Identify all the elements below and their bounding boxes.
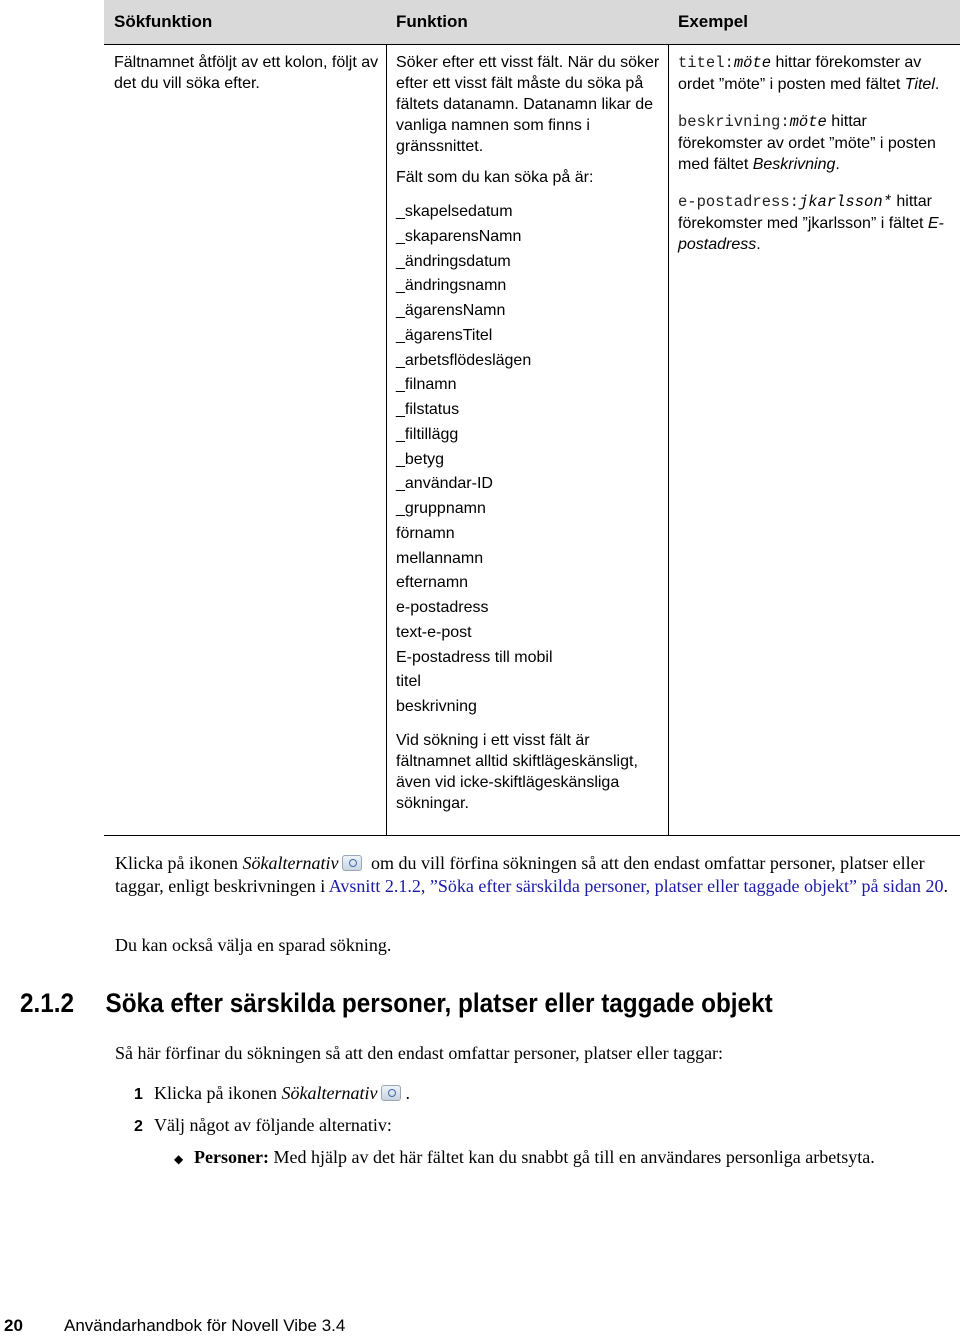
para-end: . [943, 876, 948, 896]
example-field: E-postadress [678, 215, 944, 253]
search-functions-table [104, 0, 960, 836]
field-list-item: E-postadress till mobil [396, 648, 553, 666]
diamond-bullet-icon: ◆ [174, 1152, 184, 1166]
example-3 [678, 191, 954, 255]
field-list-item: _filtillägg [396, 425, 459, 443]
field-list [396, 200, 666, 720]
example-2 [678, 111, 954, 175]
step-end: . [405, 1083, 410, 1103]
para-text: om du vill förfina sökningen så att den endast omfattar personer, platser eller taggar, enligt beskrivningen i [115, 853, 925, 896]
example-code-term: jkarlsson* [798, 193, 892, 211]
bullet-label: Personer: [194, 1147, 269, 1167]
cell-function [396, 52, 666, 814]
example-end: . [756, 236, 761, 253]
table-divider [104, 44, 960, 45]
header-search-function: Sökfunktion [114, 12, 213, 31]
step-text: Klicka på ikonen [154, 1083, 282, 1103]
table-bottom-rule [104, 835, 960, 836]
example-end: . [934, 76, 940, 93]
example-code: e-postadress: [678, 193, 799, 211]
section-title: Söka efter särskilda personer, platser eller taggade objekt [105, 988, 773, 1018]
example-code: titel: [678, 54, 734, 72]
example-text: hittar förekomster av ordet ”möte” i posten med fältet [678, 113, 936, 173]
field-list-item: efternamn [396, 574, 469, 592]
bullet-text: Med hjälp av det här fältet kan du snabbt gå till en användares personliga arbetsyta. [268, 1147, 875, 1167]
header-function: Funktion [396, 12, 468, 31]
header-example: Exempel [678, 12, 748, 31]
footer-title: Användarhandbok för Novell Vibe 3.4 [64, 1316, 346, 1335]
example-end: . [835, 156, 840, 173]
example-code: beskrivning: [678, 113, 790, 131]
cell-examples [678, 52, 954, 255]
section-link[interactable]: Avsnitt 2.1.2, ”Söka efter särskilda personer, platser eller taggade objekt” på sidan 20 [328, 876, 944, 896]
search-options-label: Sökalternativ [242, 853, 339, 873]
example-field: Beskrivning [752, 156, 836, 173]
field-list-item: e-postadress [396, 599, 489, 616]
example-text: hittar förekomster av ordet ”möte” i posten med fältet [678, 54, 922, 93]
field-list-item: förnamn [396, 524, 455, 542]
field-list-item: titel [396, 673, 421, 691]
search-options-icon[interactable] [381, 1085, 401, 1101]
page-number: 20 [4, 1316, 23, 1335]
refine-search-paragraph [115, 852, 950, 898]
step-text: Välj något av följande alternativ: [154, 1115, 392, 1135]
function-intro: Söker efter ett visst fält. När du söker efter ett visst fält måste du söka på fältets datanamn. Datanamn likar de vanliga namnen som finns i gränssnittet. [396, 54, 660, 155]
table-header-row [104, 0, 960, 44]
field-list-item: _skaparensNamn [396, 227, 522, 245]
section-intro: Så här förfinar du sökningen så att den endast omfattar personer, platser eller taggar: [115, 1043, 724, 1063]
example-code-term: möte [733, 54, 772, 72]
saved-search-paragraph: Du kan också välja en sparad sökning. [115, 935, 392, 955]
field-list-item: _användar-ID [396, 475, 493, 493]
cell-text: Fältnamnet åtföljt av ett kolon, följt av det du vill söka efter. [114, 54, 379, 92]
para-text: Klicka på ikonen [115, 853, 243, 873]
field-list-item: _ägarensNamn [396, 302, 506, 319]
field-list-item: text-e-post [396, 623, 472, 641]
bullet-persons [194, 1146, 924, 1169]
field-list-item: _ändringsnamn [396, 277, 507, 295]
field-list-item: _betyg [396, 450, 445, 468]
field-list-item: _filnamn [396, 376, 457, 394]
step-number: 2 [134, 1118, 143, 1135]
column-divider-2 [668, 44, 669, 836]
fields-label: Fält som du kan söka på är: [396, 169, 594, 186]
section-heading [20, 988, 773, 1019]
example-code-term: möte [789, 113, 827, 131]
case-sensitivity-note: Vid sökning i ett visst fält är fältnamnet alltid skiftlägeskänsligt, även vid icke-skiftlägeskänsliga sökningar. [396, 731, 638, 812]
field-list-item: beskrivning [396, 698, 477, 715]
section-number: 2.1.2 [20, 988, 75, 1018]
field-list-item: _arbetsflödeslägen [396, 351, 532, 369]
field-list-item: _ändringsdatum [396, 252, 511, 270]
field-list-item: _gruppnamn [396, 500, 486, 517]
example-field: Titel [904, 76, 935, 93]
field-list-item: _ägarensTitel [396, 326, 493, 344]
step-number: 1 [134, 1086, 143, 1103]
step-2 [134, 1114, 392, 1138]
step-1 [134, 1082, 410, 1106]
example-1 [678, 52, 954, 95]
column-divider-1 [386, 44, 387, 836]
field-list-item: _filstatus [396, 401, 460, 418]
search-options-icon[interactable] [342, 855, 362, 871]
cell-search-function [114, 52, 384, 94]
field-list-item: _skapelsedatum [396, 203, 513, 220]
example-text: hittar förekomster med ”jkarlsson” i fältet [678, 193, 932, 232]
field-list-item: mellannamn [396, 549, 484, 567]
search-options-label: Sökalternativ [281, 1083, 378, 1103]
